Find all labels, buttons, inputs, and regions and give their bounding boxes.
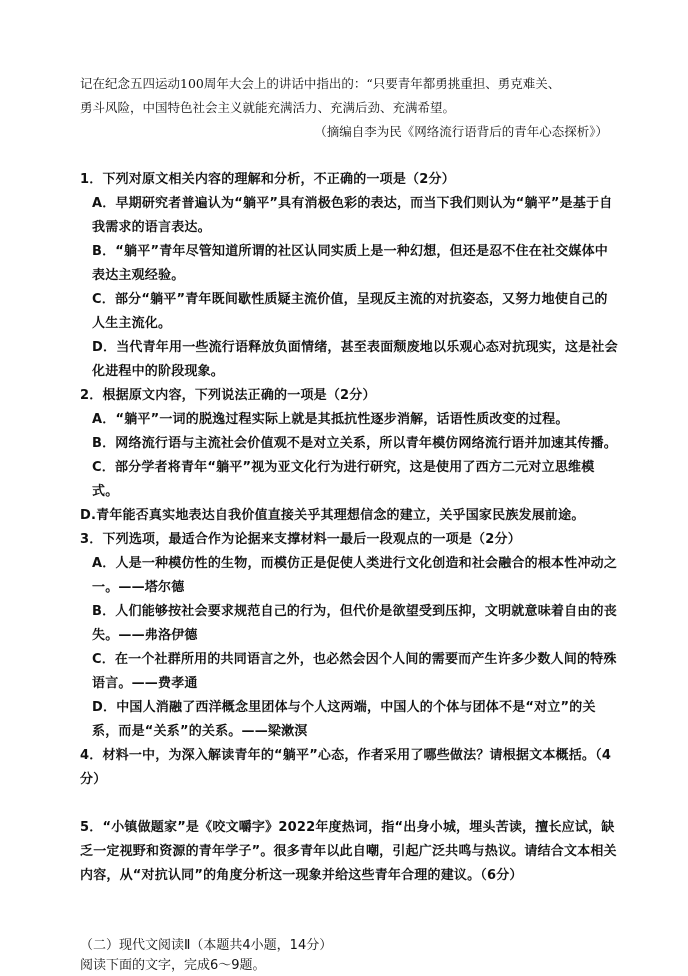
question-option: B．人们能够按社会要求规范自己的行为，但代价是欲望受到压抑，文明就意味着自由的丧失。——弗洛伊德 <box>92 604 617 643</box>
question-option: C．部分“躺平”青年既间歇性质疑主流价值，呈现反主流的对抗姿态，又努力地使自己的人生主流化。 <box>92 292 608 331</box>
question-option: C．部分学者将青年“躺平”视为亚文化行为进行研究，这是使用了西方二元对立思维模式。 <box>92 460 595 499</box>
section-heading: （二）现代文阅读Ⅱ（本题共4小题，14分） <box>80 938 333 953</box>
question-1 <box>80 168 618 384</box>
intro-paragraph <box>80 72 618 120</box>
question-option: D.青年能否真实地表达自我价值直接关乎其理想信念的建立，关乎国家民族发展前途。 <box>80 508 585 523</box>
spacer <box>80 888 618 936</box>
question-stem: 4．材料一中，为深入解读青年的“躺平”心态，作者采用了哪些做法？请根据文本概括。（4分） <box>80 748 612 787</box>
question-option: A．“躺平”一词的脱逸过程实际上就是其抵抗性逐步消解，话语性质改变的过程。 <box>92 412 569 427</box>
question-2 <box>80 384 618 528</box>
question-3 <box>80 528 618 744</box>
question-option: D．当代青年用一些流行语释放负面情绪，甚至表面颓废地以乐观心态对抗现实，这是社会化进程中的阶段现象。 <box>92 340 618 379</box>
intro-line-2: 勇斗风险，中国特色社会主义就能充满活力、充满后劲、充满希望。 <box>80 100 456 115</box>
question-option: B．网络流行语与主流社会价值观不是对立关系，所以青年模仿网络流行语并加速其传播。 <box>92 436 617 451</box>
question-stem: 3．下列选项，最适合作为论据来支撑材料一最后一段观点的一项是（2分） <box>80 532 521 547</box>
question-option: D．中国人消融了西洋概念里团体与个人这两端，中国人的个体与团体不是“对立”的关系，而是“关系”的关系。——梁漱溟 <box>92 700 596 739</box>
spacer <box>80 792 618 816</box>
question-option: A．人是一种模仿性的生物，而模仿正是促使人类进行文化创造和社会融合的根本性冲动之一。——塔尔德 <box>92 556 618 595</box>
source-citation: （摘编自李为民《网络流行语背后的青年心态探析》） <box>314 124 608 139</box>
section-instruction: 阅读下面的文字，完成6～9题。 <box>80 958 266 973</box>
intro-line-1: 记在纪念五四运动100周年大会上的讲话中指出的：“只要青年都勇挑重担、勇克难关、 <box>80 76 561 91</box>
question-5 <box>80 816 618 888</box>
question-option: B．“躺平”青年尽管知道所谓的社区认同实质上是一种幻想，但还是忍不住在社交媒体中表达主观经验。 <box>92 244 608 283</box>
question-4 <box>80 744 618 792</box>
question-option: C．在一个社群所用的共同语言之外，也必然会因个人间的需要而产生许多少数人间的特殊语言。——费孝通 <box>92 652 617 691</box>
question-stem: 5．“小镇做题家”是《咬文嚼字》2022年度热词，指“出身小城，埋头苦读，擅长应试，缺乏一定视野和资源的青年学子”。很多青年以此自嘲，引起广泛共鸣与热议。请结合文本相关内容，从“对抗认同”的角度分析这一现象并给这些青年合理的建议。（6分） <box>80 820 617 883</box>
question-option: A．早期研究者普遍认为“躺平”具有消极色彩的表达，而当下我们则认为“躺平”是基于自我需求的语言表达。 <box>92 196 613 235</box>
spacer <box>80 144 618 168</box>
question-stem: 2．根据原文内容，下列说法正确的一项是（2分） <box>80 388 376 403</box>
question-stem: 1．下列对原文相关内容的理解和分析，不正确的一项是（2分） <box>80 172 455 187</box>
